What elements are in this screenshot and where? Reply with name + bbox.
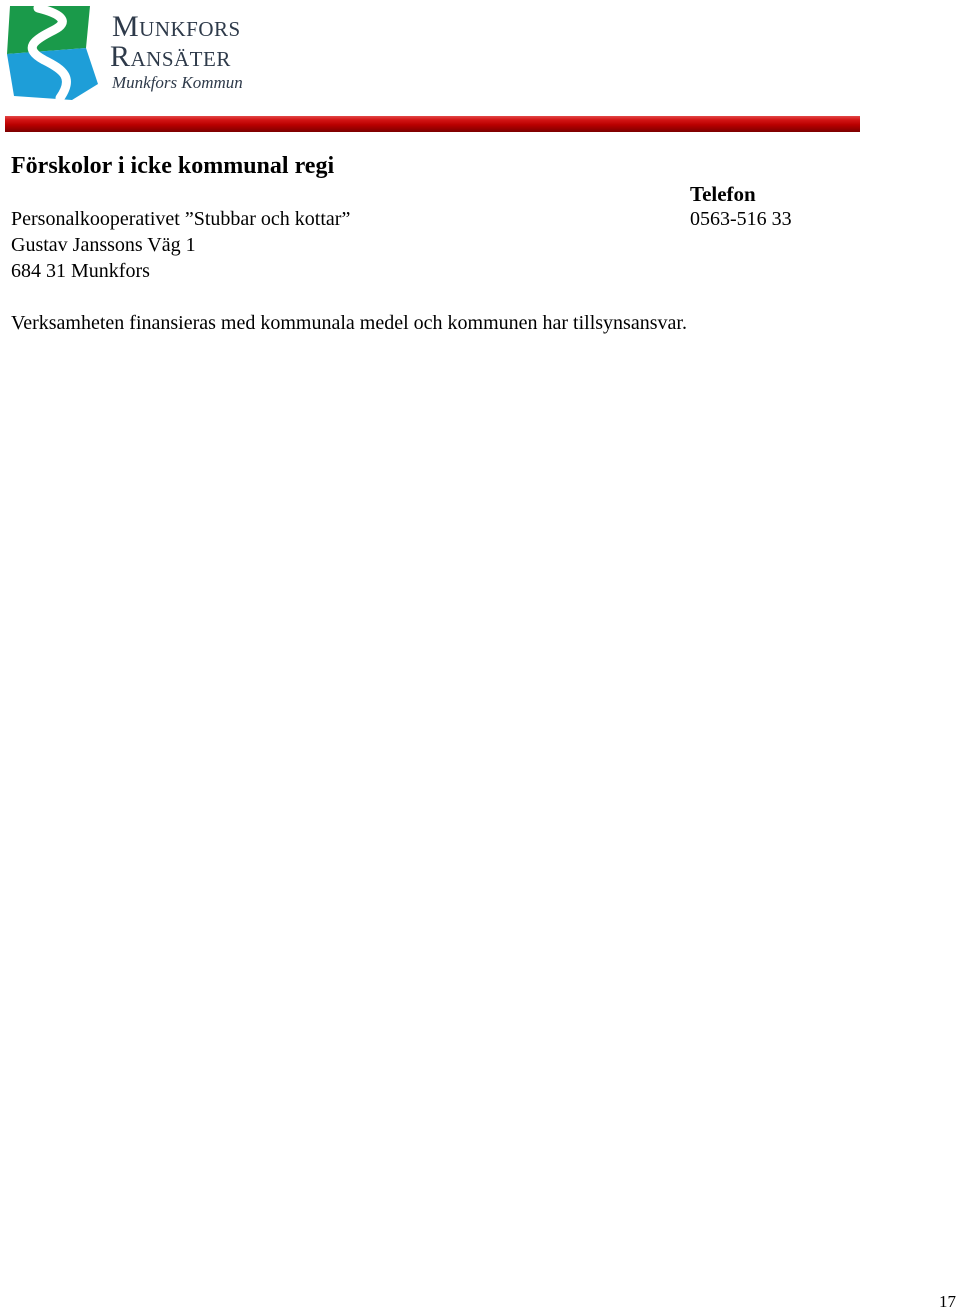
municipality-logo (4, 4, 264, 102)
logo-text-munkfors: Munkfors (112, 10, 241, 43)
header-accent-bar (5, 116, 860, 132)
page-number: 17 (939, 1292, 956, 1311)
postal-address: 684 31 Munkfors (11, 260, 150, 282)
section-heading: Förskolor i icke kommunal regi (11, 153, 335, 179)
organization-name: Personalkooperativet ”Stubbar och kottar” (11, 208, 351, 230)
funding-note: Verksamheten finansieras med kommunala medel och kommunen har tillsynsansvar. (11, 312, 687, 334)
logo-text-kommun: Munkfors Kommun (112, 73, 243, 92)
street-address: Gustav Janssons Väg 1 (11, 234, 196, 256)
river-emblem-icon (4, 4, 100, 102)
logo-text-ransater: Ransäter (110, 40, 231, 73)
phone-number: 0563-516 33 (690, 208, 792, 230)
phone-column-label: Telefon (690, 182, 756, 206)
